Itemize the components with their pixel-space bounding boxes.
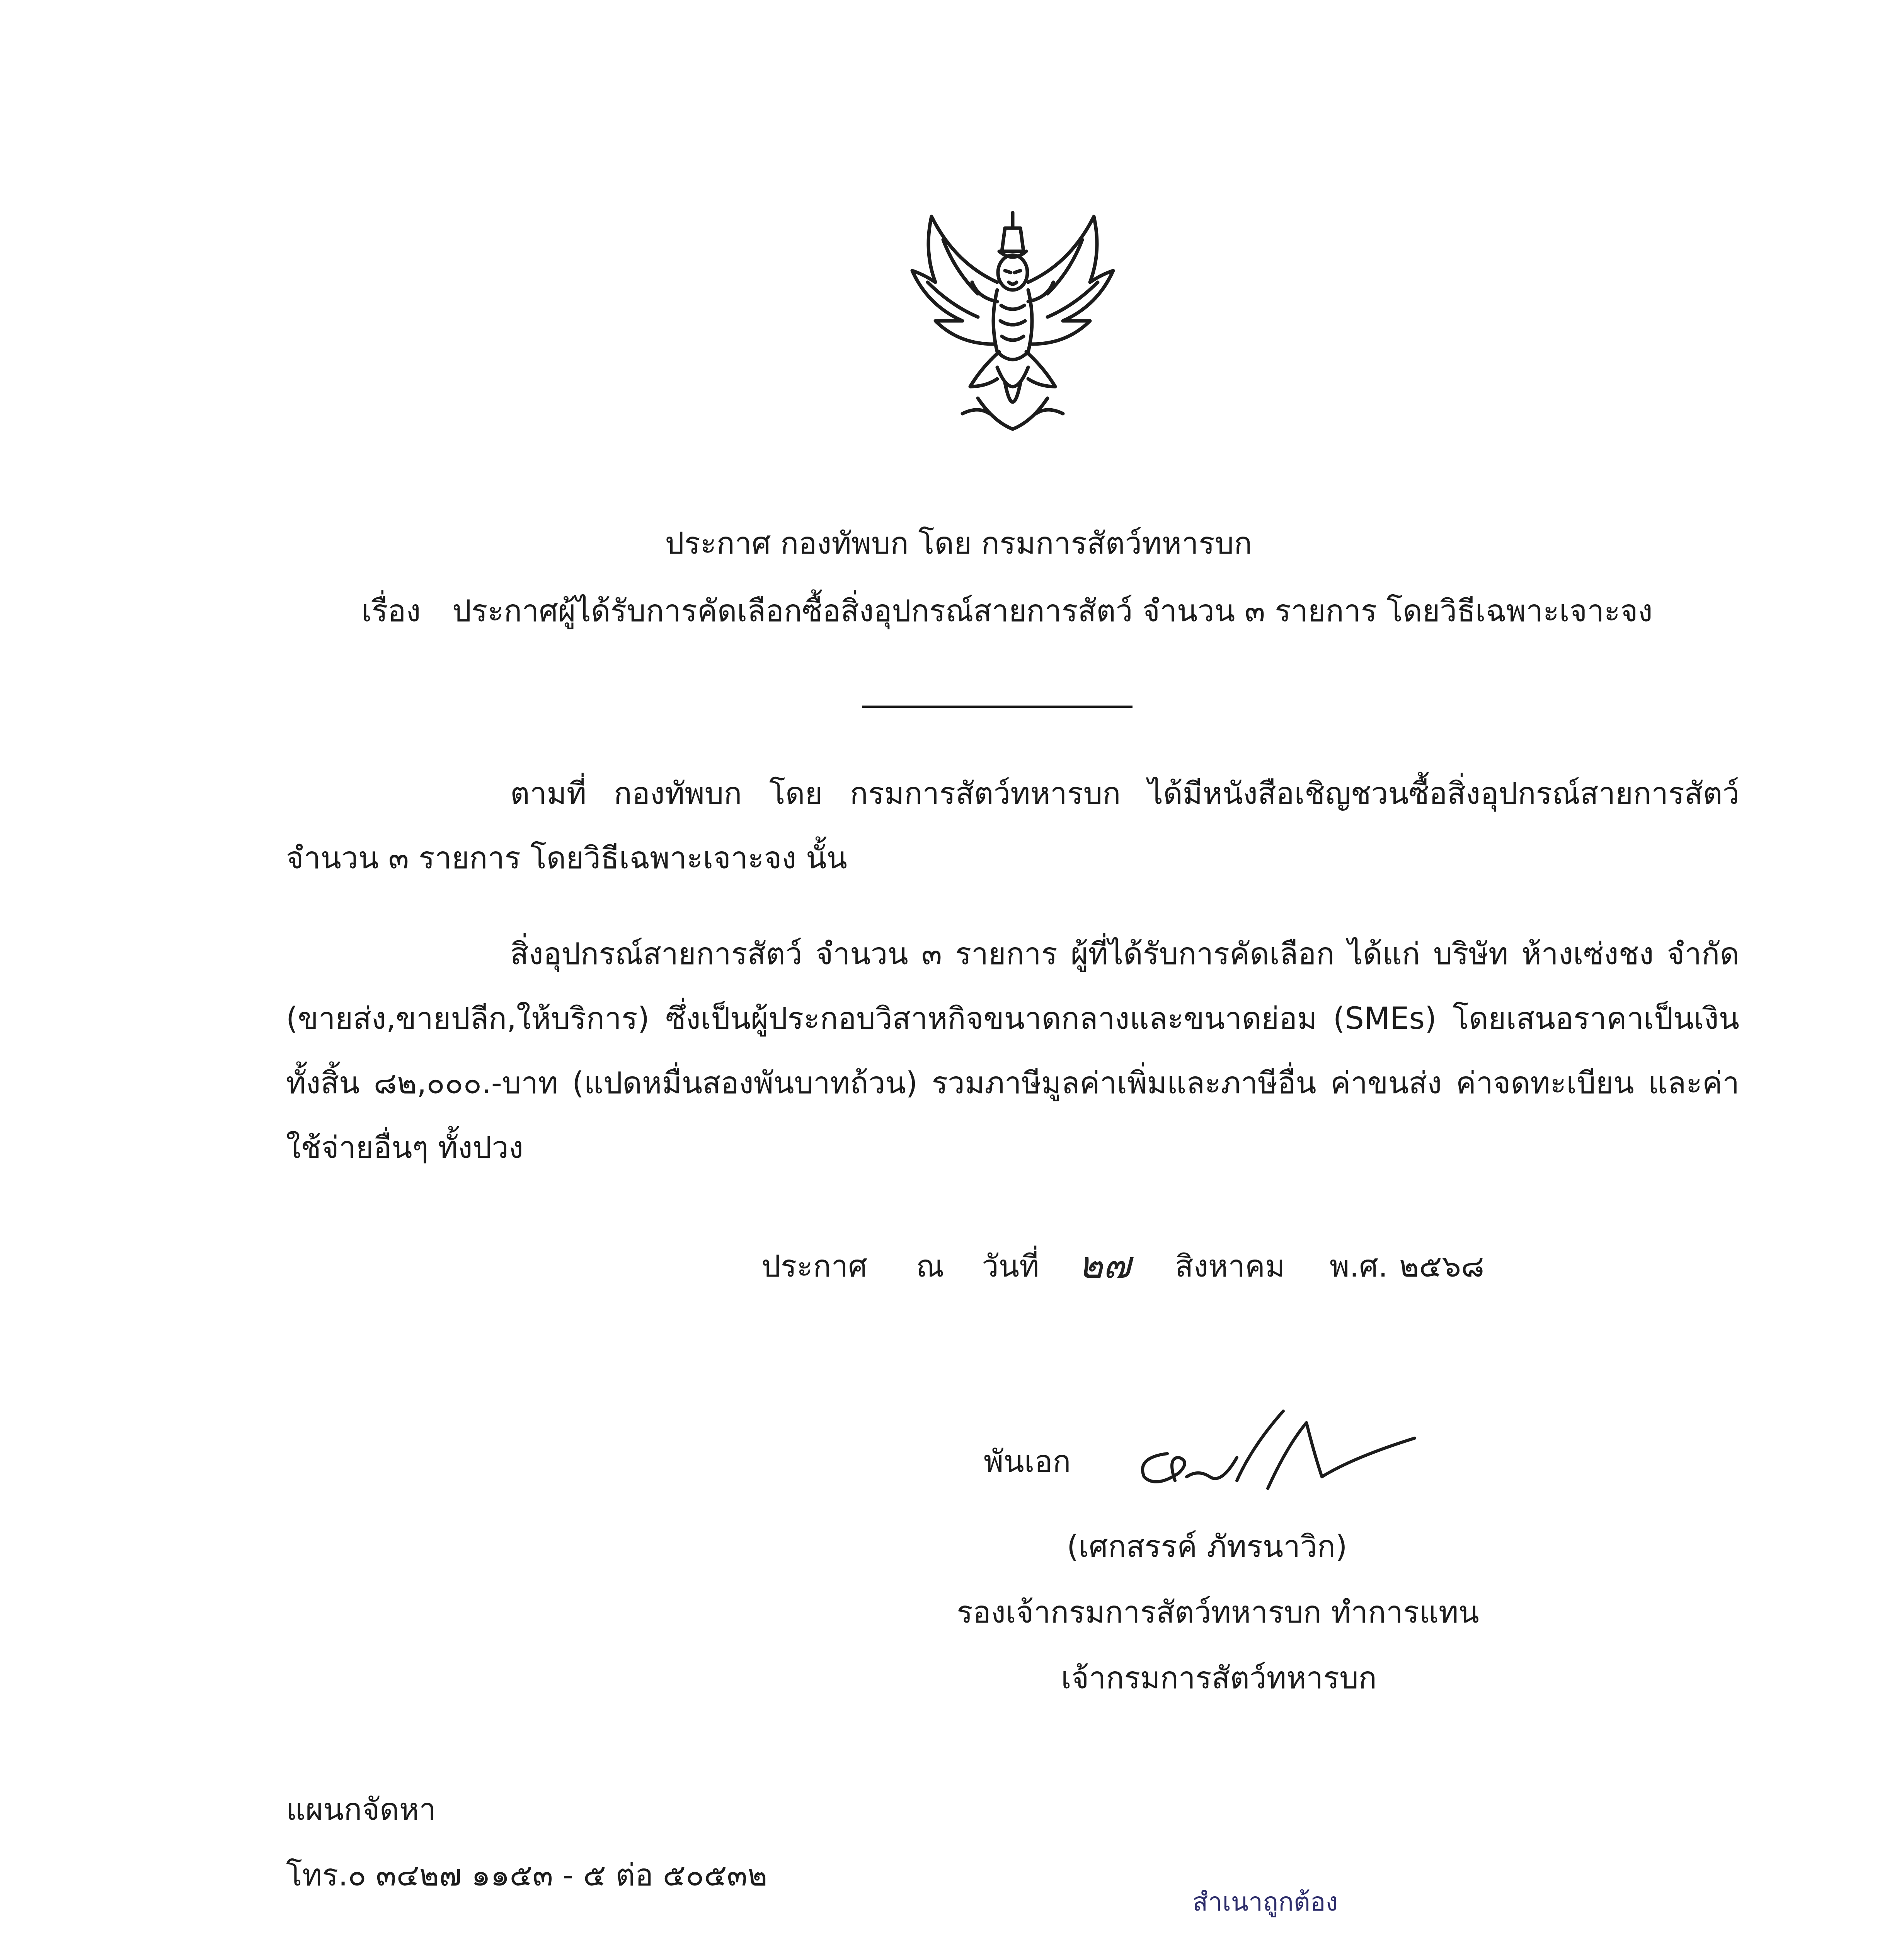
- body-paragraph-2: สิ่งอุปกรณ์สายการสัตว์ จำนวน ๓ รายการ ผู้ที่ได้รับการคัดเลือก ได้แก่ บริษัท ห้างเซ่งชง จำกัด (ขายส่ง,ขายปลีก,ให้บริการ) ซึ่งเป็นผู้ประกอบวิสาหกิจขนาดกลางและขนาดย่อม (SMEs) โดยเสนอราคาเป็นเงินทั้งสิ้น ๘๒,๐๐๐.-บาท (แปดหมื่นสองพันบาทถ้วน) รวมภาษีมูลค่าเพิ่มและภาษีอื่น ค่าขนส่ง ค่าจดทะเบียน และค่าใช้จ่ายอื่นๆ ทั้งปวง: [286, 937, 1739, 1165]
- announcement-title: ประกาศ กองทัพบก โดย กรมการสัตว์ทหารบก: [665, 526, 1252, 561]
- signatory-name: (เศกสรรค์ ภัทรนาวิก): [1067, 1529, 1347, 1564]
- certified-copy-label: สำเนาถูกต้อง: [1192, 1887, 1338, 1917]
- signature-mark: [1121, 1399, 1422, 1500]
- subject-text: ประกาศผู้ได้รับการคัดเลือกซื้อสิ่งอุปกรณ์สายการสัตว์ จำนวน ๓ รายการ โดยวิธีเฉพาะเจาะจง: [452, 594, 1653, 629]
- header-divider: [862, 706, 1133, 708]
- contact-phone: โทร.๐ ๓๔๒๗ ๑๑๕๓ - ๕ ต่อ ๕๐๕๓๒: [286, 1858, 768, 1893]
- date-year-label: พ.ศ.: [1330, 1249, 1388, 1284]
- contact-department: แผนกจัดหา: [286, 1792, 436, 1827]
- body-paragraph-1: ตามที่ กองทัพบก โดย กรมการสัตว์ทหารบก ได้มีหนังสือเชิญชวนซื้อสิ่งอุปกรณ์สายการสัตว์ จำนวน ๓ รายการ โดยวิธีเฉพาะเจาะจง นั้น: [286, 776, 1739, 876]
- signatory-rank: พันเอก: [984, 1444, 1071, 1479]
- signatory-position-1: รองเจ้ากรมการสัตว์ทหารบก ทำการแทน: [957, 1595, 1479, 1630]
- subject-label: เรื่อง: [361, 594, 421, 629]
- signatory-position-2: เจ้ากรมการสัตว์ทหารบก: [1061, 1661, 1377, 1696]
- garuda-emblem-icon: [901, 205, 1125, 437]
- date-at: ณ: [916, 1249, 944, 1284]
- date-day-label: วันที่: [982, 1249, 1039, 1284]
- date-announced: ประกาศ: [761, 1249, 867, 1284]
- date-year: ๒๕๖๘: [1399, 1249, 1485, 1284]
- date-day-value: ๒๗: [1078, 1243, 1131, 1287]
- date-month: สิงหาคม: [1175, 1249, 1285, 1284]
